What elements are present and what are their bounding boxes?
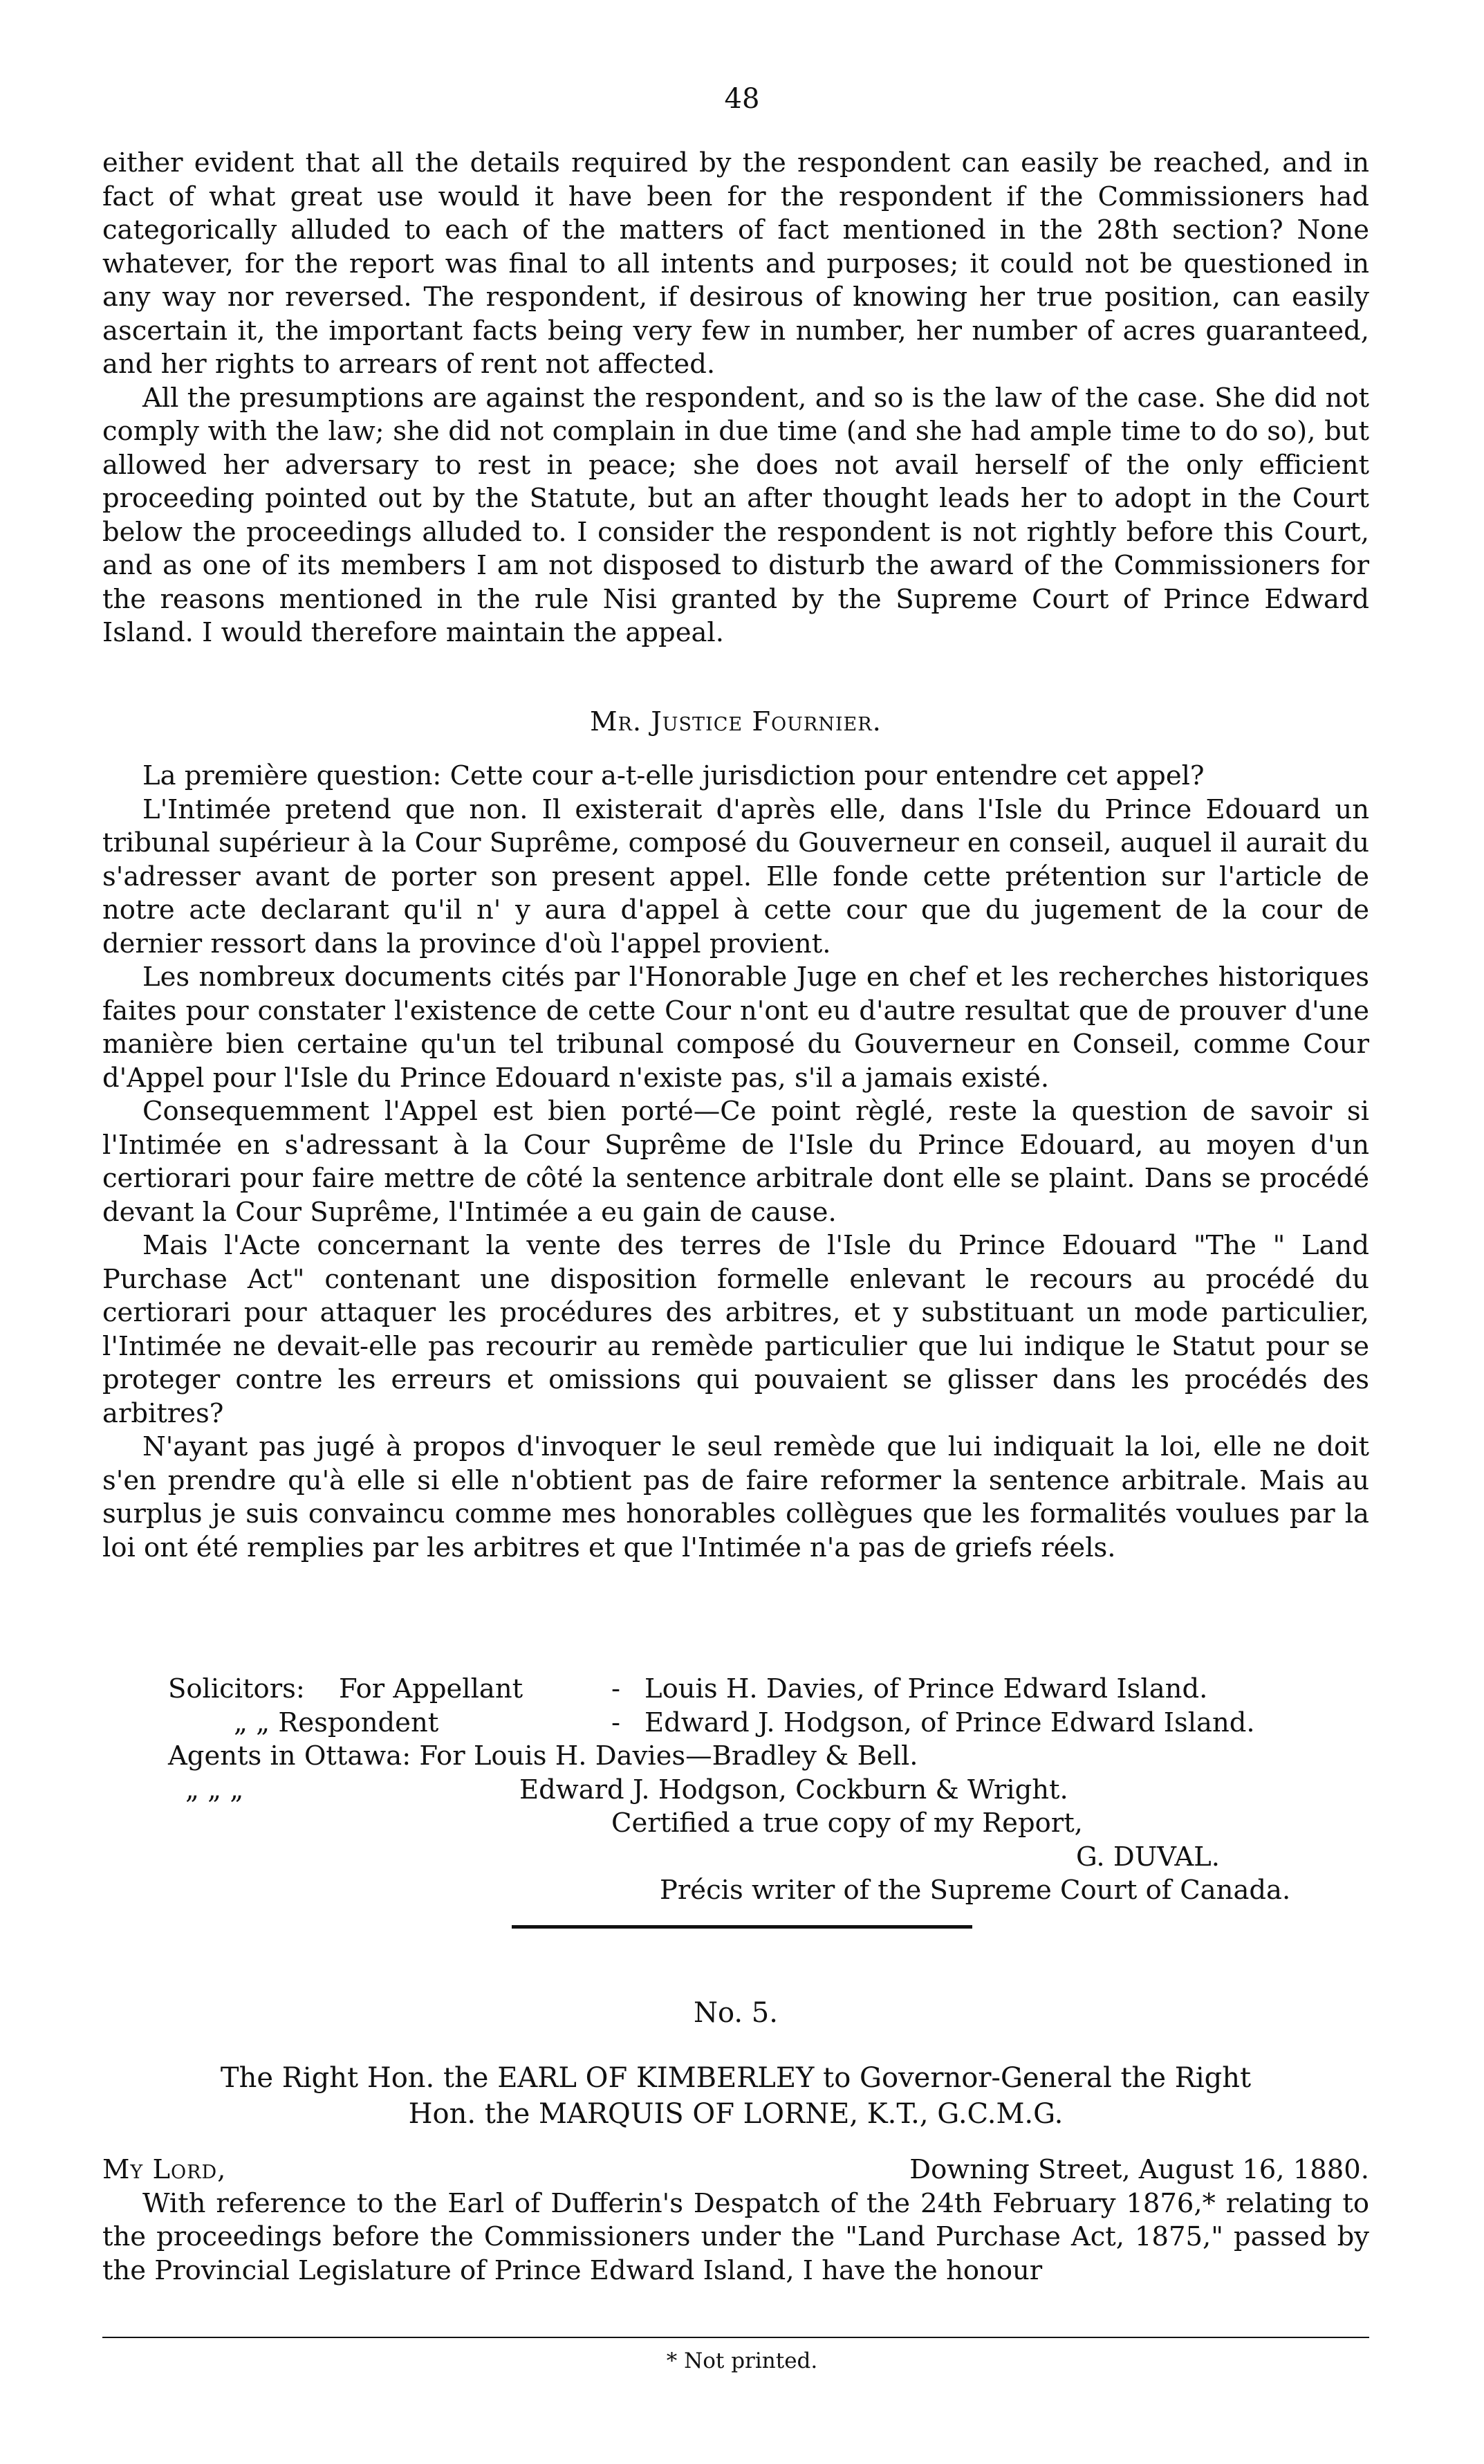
reporter-title: Précis writer of the Supreme Court of Canada.	[660, 1875, 1291, 1906]
solicitors-block	[102, 1673, 1369, 1908]
certification-row	[102, 1807, 1369, 1841]
agents-ditto: „ „ „	[185, 1774, 244, 1805]
certification-row	[102, 1841, 1369, 1875]
paragraph: N'ayant pas jugé à propos d'invoquer le seul remède que lui indiquait la loi, elle ne doit s'en prendre qu'à elle si elle n'obtient pas de faire reformer la sentence arbitrale. Mais au surplus je suis convaincu comme mes honorables collègues que les formalités voulues par la loi ont été remplies par les arbitres et que l'Intimée n'a pas de griefs réels.	[102, 1431, 1369, 1563]
agents-row	[102, 1774, 1369, 1808]
letter-body: With reference to the Earl of Dufferin's Despatch of the 24th February 1876,* relating to the proceedings before the Commissioners under the "Land Purchase Act, 1875," passed by the Provincial Legislature of Prince Edward Island, I have the honour	[102, 2187, 1369, 2286]
document-heading-line: The Right Hon. the EARL OF KIMBERLEY to Governor-General the Right	[220, 2062, 1252, 2094]
footnote: * Not printed.	[666, 2348, 818, 2373]
paragraph: All the presumptions are against the respondent, and so is the law of the case. She did not comply with the law; she did not complain in due time (and she had ample time to do so), but allowed her adversary to rest in peace; she does not avail herself of the only efficient proceeding pointed out by the Statute, but an after thought leads her to adopt in the Court below the proceedings alluded to. I consider the respondent is not rightly before this Court, and as one of its members I am not disposed to disturb the award of the Commissioners for the reasons mentioned in the rule Nisi granted by the Supreme Court of Prince Edward Island. I would therefore maintain the appeal.	[102, 382, 1369, 648]
respondent-solicitor: Edward J. Hodgson, of Prince Edward Island.	[644, 1707, 1255, 1738]
solicitors-appellant-row	[102, 1673, 1369, 1707]
dash: -	[611, 1673, 621, 1704]
agents-respondent: Edward J. Hodgson, Cockburn & Wright.	[519, 1774, 1068, 1805]
page-number: 48	[724, 83, 760, 115]
section-divider	[512, 1925, 972, 1929]
certification-row	[102, 1874, 1369, 1908]
solicitors-label: Solicitors:	[168, 1673, 305, 1704]
reporter-name: G. DUVAL.	[1076, 1841, 1220, 1873]
opinion-english-block	[102, 147, 1369, 650]
document-heading	[102, 2060, 1369, 2132]
solicitors-respondent-row	[102, 1707, 1369, 1740]
respondent-label: „ „ Respondent	[234, 1707, 439, 1738]
dash: -	[611, 1707, 621, 1738]
salutation: My Lord,	[102, 2154, 227, 2185]
section-heading-fournier: Mr. Justice Fournier.	[590, 706, 882, 737]
place-date: Downing Street, August 16, 1880.	[909, 2154, 1369, 2185]
paragraph: Les nombreux documents cités par l'Honorable Juge en chef et les recherches historiques faites pour constater l'existence de cette Cour n'ont eu d'autre resultat que de prouver d'une manière bien certaine qu'un tel tribunal composé du Gouverneur en Conseil, comme Cour d'Appel pour l'Isle du Prince Edouard n'existe pas, s'il a jamais existé.	[102, 962, 1369, 1094]
document-number: No. 5.	[694, 1997, 778, 2029]
paragraph: either evident that all the details required by the respondent can easily be reached, and in fact of what great use would it have been for the respondent if the Commissioners had categorically alluded to each of the matters of fact mentioned in the 28th section? None whatever, for the report was final to all intents and purposes; it could not be questioned in any way nor reversed. The respondent, if desirous of knowing her true position, can easily ascertain it, the important facts being very few in number, her number of acres guaranteed, and her rights to arrears of rent not affected.	[102, 147, 1369, 380]
agents-line: Agents in Ottawa: For Louis H. Davies—Bradley & Bell.	[168, 1740, 918, 1772]
opinion-french-block	[102, 760, 1369, 1565]
footnote-rule	[102, 2337, 1369, 2338]
certification-line: Certified a true copy of my Report,	[611, 1808, 1083, 1839]
paragraph: Consequemment l'Appel est bien porté—Ce point règlé, reste la question de savoir si l'Intimée en s'adressant à la Cour Suprême de l'Isle du Prince Edouard, au moyen d'un certiorari pour faire mettre de côté la sentence arbitrale dont elle se plaint. Dans se procédé devant la Cour Suprême, l'Intimée a eu gain de cause.	[102, 1096, 1369, 1228]
letter-block	[102, 2153, 1369, 2288]
agents-row	[102, 1740, 1369, 1774]
document-heading-line: Hon. the MARQUIS OF LORNE, K.T., G.C.M.G.	[408, 2098, 1064, 2130]
paragraph: L'Intimée pretend que non. Il existerait d'après elle, dans l'Isle du Prince Edouard un tribunal supérieur à la Cour Suprême, composé du Gouverneur en conseil, auquel il aurait du s'adresser avant de porter son present appel. Elle fonde cette prétention sur l'article de notre acte declarant qu'il n' y aura d'appel à cette cour que du jugement de la cour de dernier ressort dans la province d'où l'appel provient.	[102, 793, 1369, 959]
letter-header-row	[102, 2153, 1369, 2187]
paragraph: Mais l'Acte concernant la vente des terres de l'Isle du Prince Edouard "The " Land Purchase Act" contenant une disposition formelle enlevant le recours au procédé du certiorari pour attaquer les procédures des arbitres, et y substituant un mode particulier, l'Intimée ne devait-elle pas recourir au remède particulier que lui indique le Statut pour se proteger contre les erreurs et omissions qui pouvaient se glisser dans les procédés des arbitres?	[102, 1230, 1369, 1429]
appellant-solicitor: Louis H. Davies, of Prince Edward Island.	[644, 1673, 1208, 1704]
appellant-label: For Appellant	[339, 1673, 523, 1704]
paragraph: La première question: Cette cour a-t-elle jurisdiction pour entendre cet appel?	[142, 760, 1205, 791]
